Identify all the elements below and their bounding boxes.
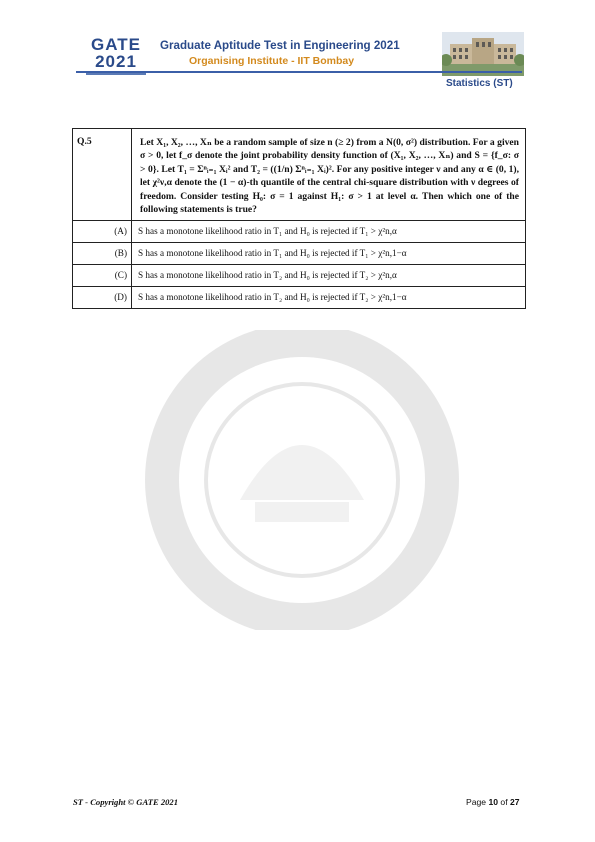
option-label: (C): [73, 265, 132, 287]
subject-label: Statistics (ST): [446, 78, 513, 89]
option-text: S has a monotone likelihood ratio in T₂ and H₀ is rejected if T₂ > χ²n,1−α: [132, 287, 526, 309]
option-row-a[interactable]: [73, 221, 526, 243]
option-text: S has a monotone likelihood ratio in T₁ and H₀ is rejected if T₁ > χ²n,α: [132, 221, 526, 243]
option-row-d[interactable]: [73, 287, 526, 309]
page-of: of: [500, 797, 508, 807]
logo-line2: 2021: [95, 52, 137, 71]
option-row-b[interactable]: [73, 243, 526, 265]
option-text: S has a monotone likelihood ratio in T₂ and H₀ is rejected if T₂ > χ²n,α: [132, 265, 526, 287]
option-text: S has a monotone likelihood ratio in T₁ and H₀ is rejected if T₁ > χ²n,1−α: [132, 243, 526, 265]
option-label: (D): [73, 287, 132, 309]
footer-page-number: [466, 797, 520, 807]
page-header: [0, 0, 595, 95]
option-label: (B): [73, 243, 132, 265]
header-rule: [76, 71, 522, 73]
iit-bombay-watermark-seal: [145, 330, 460, 630]
option-row-c[interactable]: [73, 265, 526, 287]
logo-line1: GATE: [91, 35, 141, 54]
gate-logo: [86, 36, 146, 74]
building-image: [442, 32, 524, 76]
question-table: [72, 128, 526, 309]
footer-copyright: ST - Copyright © GATE 2021: [73, 797, 179, 807]
page-total: 27: [509, 797, 520, 807]
option-label: (A): [73, 221, 132, 243]
question-stem-row: [73, 129, 526, 221]
question-stem: Let X₁, X₂, …, Xₙ be a random sample of size n (≥ 2) from a N(0, σ²) distribution. For a given σ > 0, let f_σ denote the joint probability density function of (X₁, X₂, …, Xₙ) and S = {f_σ: σ > 0}. Let T₁ = Σⁿᵢ₌₁ Xᵢ² and T₂ = ((1/n) Σⁿᵢ₌₁ Xᵢ)². For any positive integer ν and any α ∈ (0, 1), let χ²ν,α denote the (1 − α)-th quantile of the central chi-square distribution with ν degrees of freedom. Consider testing H₀: σ = 1 against H₁: σ > 1 at level α. Then which one of the following statements is true?: [132, 129, 526, 221]
organising-institute: Organising Institute - IIT Bombay: [189, 55, 355, 67]
page-prefix: Page: [466, 797, 487, 807]
question-number: Q.5: [73, 129, 132, 221]
page-current: 10: [488, 797, 499, 807]
exam-title: Graduate Aptitude Test in Engineering 2021: [160, 39, 400, 52]
